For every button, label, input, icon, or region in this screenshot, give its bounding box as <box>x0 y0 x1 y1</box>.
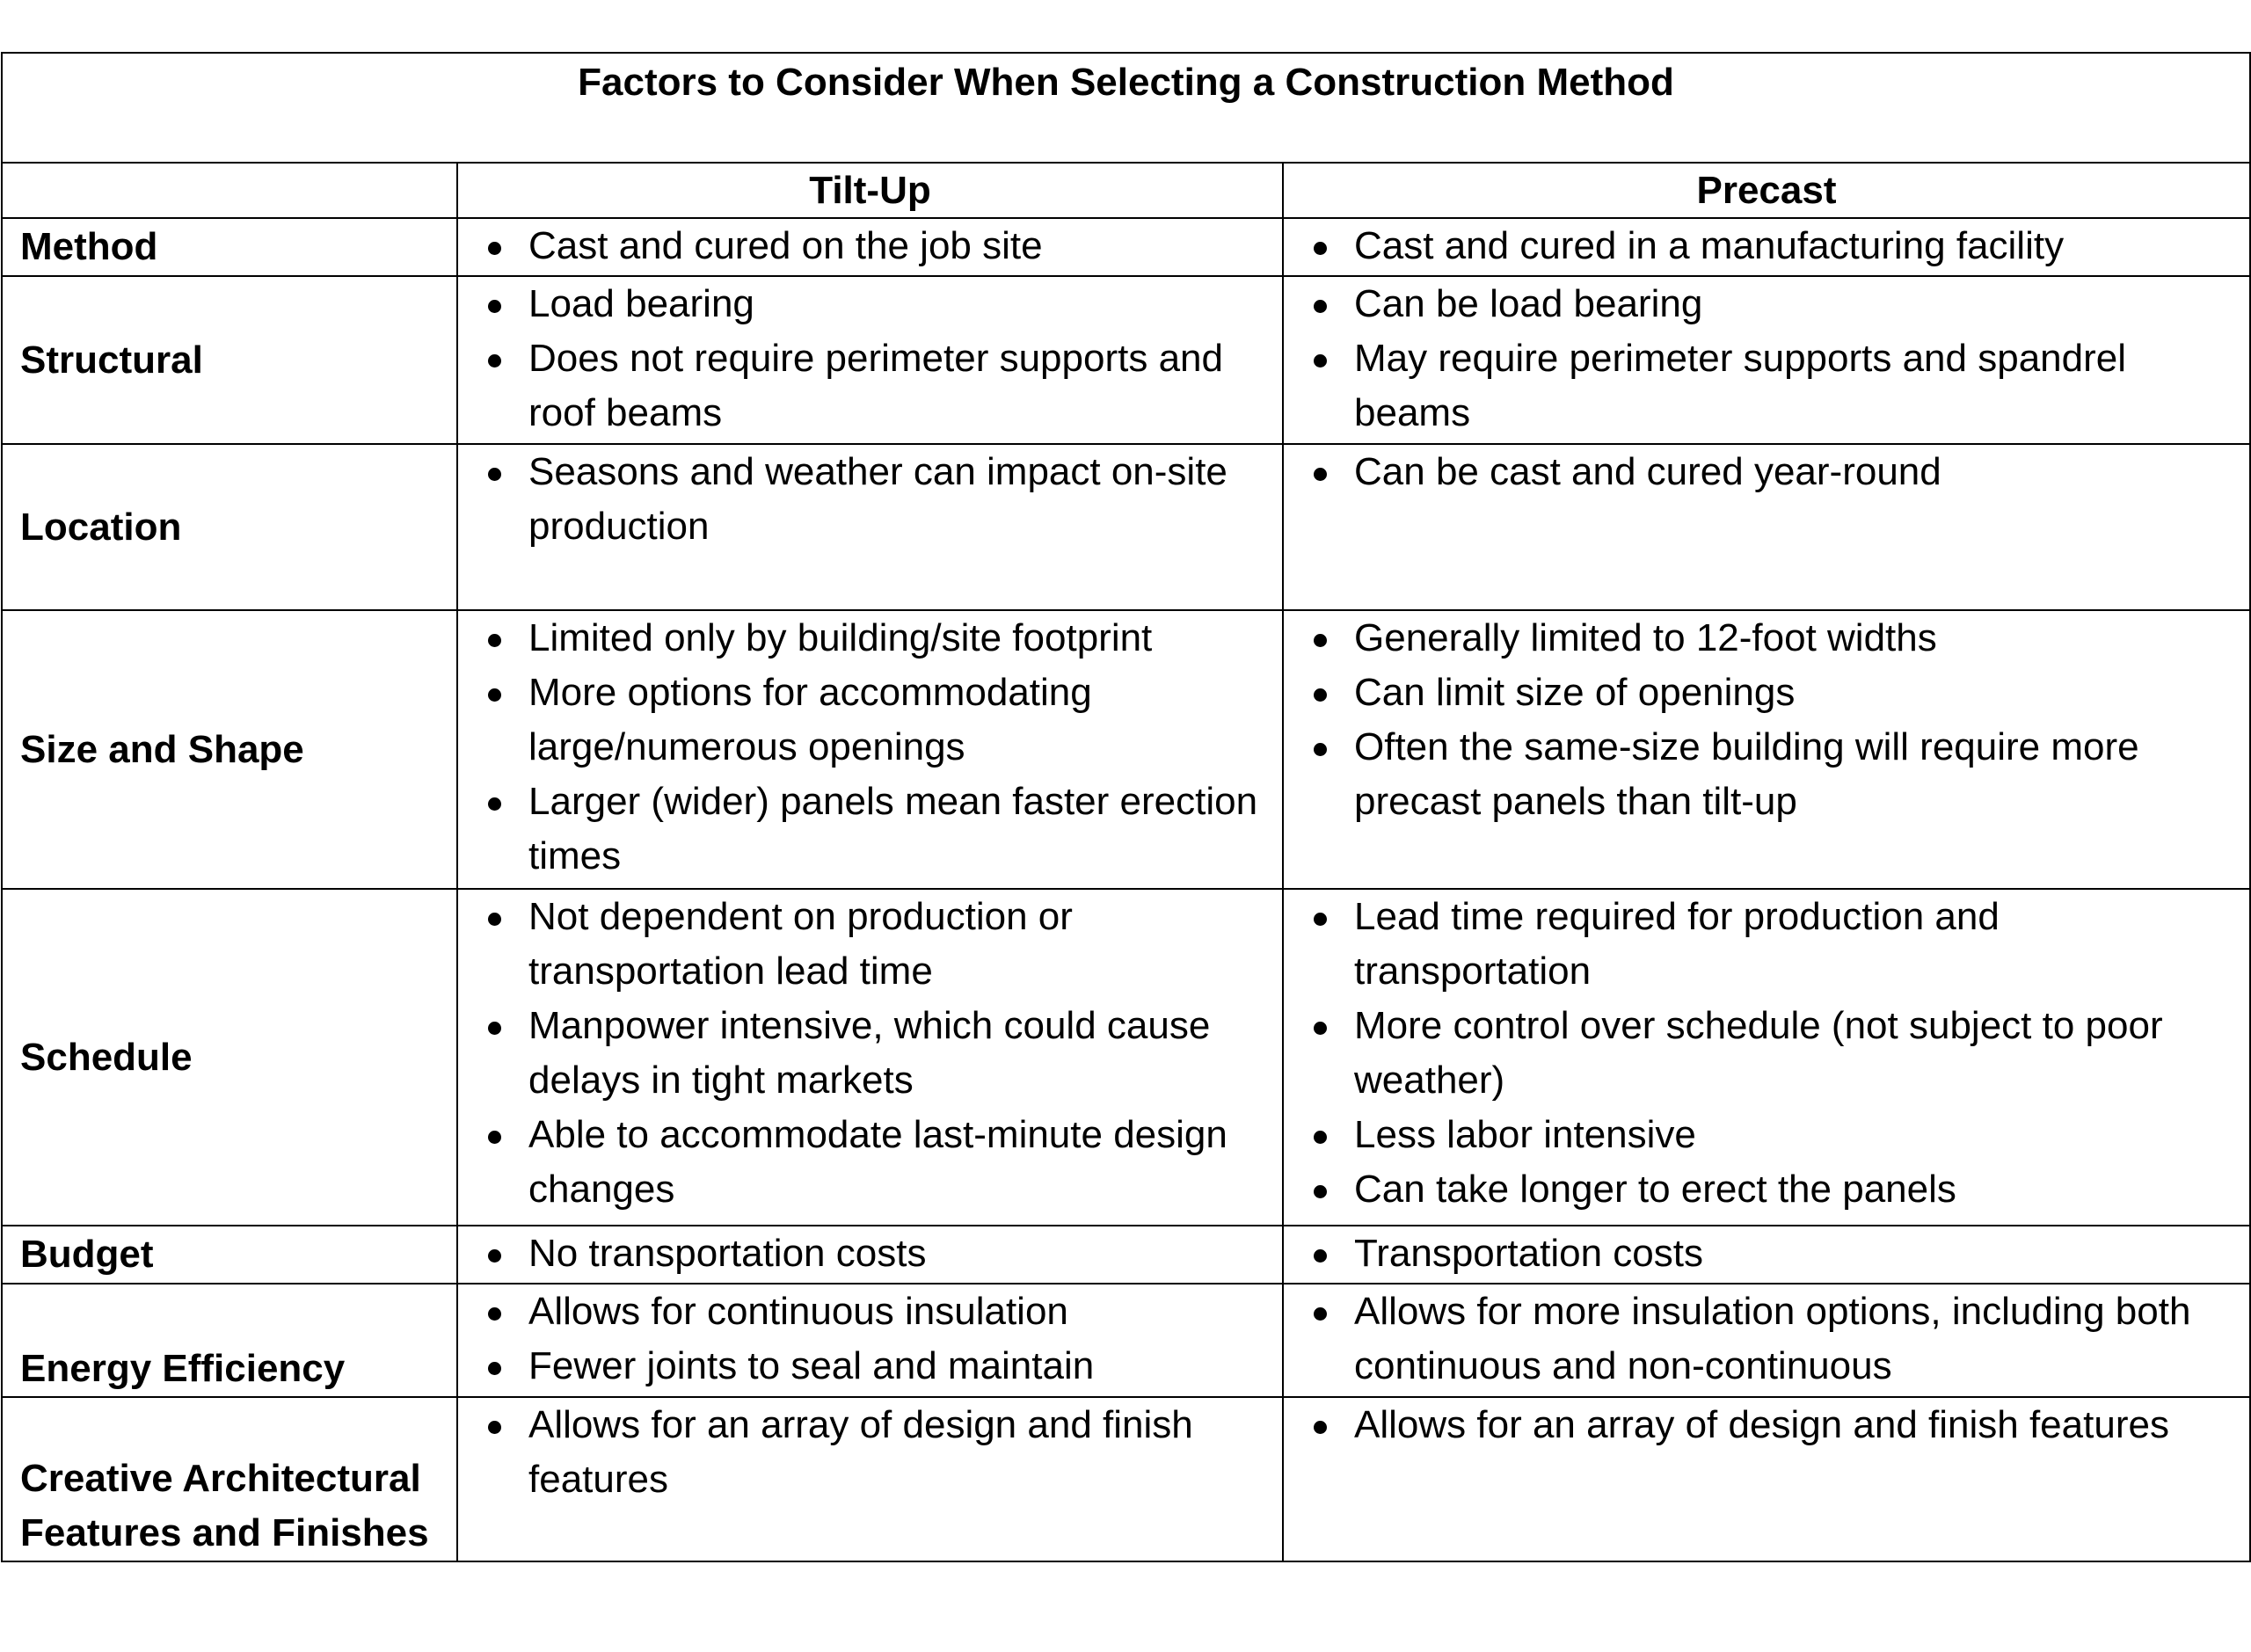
comparison-table <box>1 52 2251 1562</box>
bullet-item: Larger (wider) panels mean faster erection times <box>458 775 1282 884</box>
header-tilt-up: Tilt-Up <box>457 163 1283 218</box>
bullet-item: Cast and cured in a manufacturing facility <box>1284 219 2249 273</box>
precast-cell <box>1283 1284 2250 1397</box>
bullet-list <box>458 1398 1282 1507</box>
row-label-schedule: Schedule <box>2 889 457 1226</box>
tilt-up-cell <box>457 218 1283 276</box>
bullet-item: May require perimeter supports and spandrel beams <box>1284 331 2249 440</box>
header-row <box>2 163 2250 218</box>
precast-cell <box>1283 444 2250 610</box>
bullet-item: Less labor intensive <box>1284 1108 2249 1162</box>
title-row <box>2 53 2250 163</box>
row-label-location: Location <box>2 444 457 610</box>
precast-cell <box>1283 889 2250 1226</box>
bullet-item: Lead time required for production and transportation <box>1284 890 2249 999</box>
header-empty-cell <box>2 163 457 218</box>
bullet-item: Able to accommodate last-minute design changes <box>458 1108 1282 1217</box>
precast-cell <box>1283 218 2250 276</box>
tilt-up-cell <box>457 444 1283 610</box>
header-precast: Precast <box>1283 163 2250 218</box>
bullet-item: Can take longer to erect the panels <box>1284 1162 2249 1217</box>
bullet-list <box>1284 890 2249 1217</box>
bullet-item: Often the same-size building will require more precast panels than tilt-up <box>1284 720 2249 829</box>
row-label-size-and-shape: Size and Shape <box>2 610 457 889</box>
precast-cell <box>1283 610 2250 889</box>
table-row <box>2 610 2250 889</box>
bullet-list <box>458 445 1282 554</box>
row-label-structural: Structural <box>2 276 457 444</box>
precast-cell <box>1283 276 2250 444</box>
bullet-list <box>458 277 1282 440</box>
tilt-up-cell <box>457 1226 1283 1284</box>
bullet-item: More control over schedule (not subject to poor weather) <box>1284 999 2249 1108</box>
bullet-list <box>458 611 1282 884</box>
bullet-item: Manpower intensive, which could cause delays in tight markets <box>458 999 1282 1108</box>
tilt-up-cell <box>457 889 1283 1226</box>
bullet-item: Load bearing <box>458 277 1282 331</box>
bullet-item: Not dependent on production or transportation lead time <box>458 890 1282 999</box>
bullet-item: Allows for an array of design and finish features <box>1284 1398 2249 1452</box>
tilt-up-cell <box>457 276 1283 444</box>
bullet-item: Limited only by building/site footprint <box>458 611 1282 666</box>
table-row <box>2 1284 2250 1397</box>
precast-cell <box>1283 1397 2250 1561</box>
row-label-energy-efficiency: Energy Efficiency <box>2 1284 457 1397</box>
table-row <box>2 218 2250 276</box>
bullet-list <box>1284 277 2249 440</box>
bullet-list <box>458 890 1282 1217</box>
bullet-list <box>1284 1226 2249 1281</box>
bullet-item: Cast and cured on the job site <box>458 219 1282 273</box>
tilt-up-cell <box>457 1397 1283 1561</box>
bullet-item: More options for accommodating large/numerous openings <box>458 666 1282 775</box>
tilt-up-cell <box>457 610 1283 889</box>
row-label-creative-architectural: Creative Architectural Features and Finishes <box>2 1397 457 1561</box>
bullet-item: Seasons and weather can impact on-site production <box>458 445 1282 554</box>
bullet-item: No transportation costs <box>458 1226 1282 1281</box>
bullet-list <box>1284 445 2249 499</box>
bullet-item: Allows for continuous insulation <box>458 1284 1282 1339</box>
row-label-method: Method <box>2 218 457 276</box>
table-row <box>2 1397 2250 1561</box>
bullet-item: Transportation costs <box>1284 1226 2249 1281</box>
bullet-list <box>458 1226 1282 1281</box>
bullet-item: Allows for an array of design and finish features <box>458 1398 1282 1507</box>
bullet-list <box>458 219 1282 273</box>
table-row <box>2 444 2250 610</box>
bullet-list <box>1284 611 2249 829</box>
bullet-item: Generally limited to 12-foot widths <box>1284 611 2249 666</box>
bullet-list <box>1284 219 2249 273</box>
table-row <box>2 1226 2250 1284</box>
bullet-item: Fewer joints to seal and maintain <box>458 1339 1282 1394</box>
bullet-item: Can limit size of openings <box>1284 666 2249 720</box>
table-row <box>2 889 2250 1226</box>
bullet-item: Allows for more insulation options, including both continuous and non-continuous <box>1284 1284 2249 1394</box>
precast-cell <box>1283 1226 2250 1284</box>
table-row <box>2 276 2250 444</box>
row-label-budget: Budget <box>2 1226 457 1284</box>
tilt-up-cell <box>457 1284 1283 1397</box>
bullet-item: Can be load bearing <box>1284 277 2249 331</box>
bullet-list <box>458 1284 1282 1394</box>
bullet-list <box>1284 1284 2249 1394</box>
bullet-item: Does not require perimeter supports and roof beams <box>458 331 1282 440</box>
table-title: Factors to Consider When Selecting a Construction Method <box>2 53 2250 163</box>
bullet-list <box>1284 1398 2249 1452</box>
bullet-item: Can be cast and cured year-round <box>1284 445 2249 499</box>
